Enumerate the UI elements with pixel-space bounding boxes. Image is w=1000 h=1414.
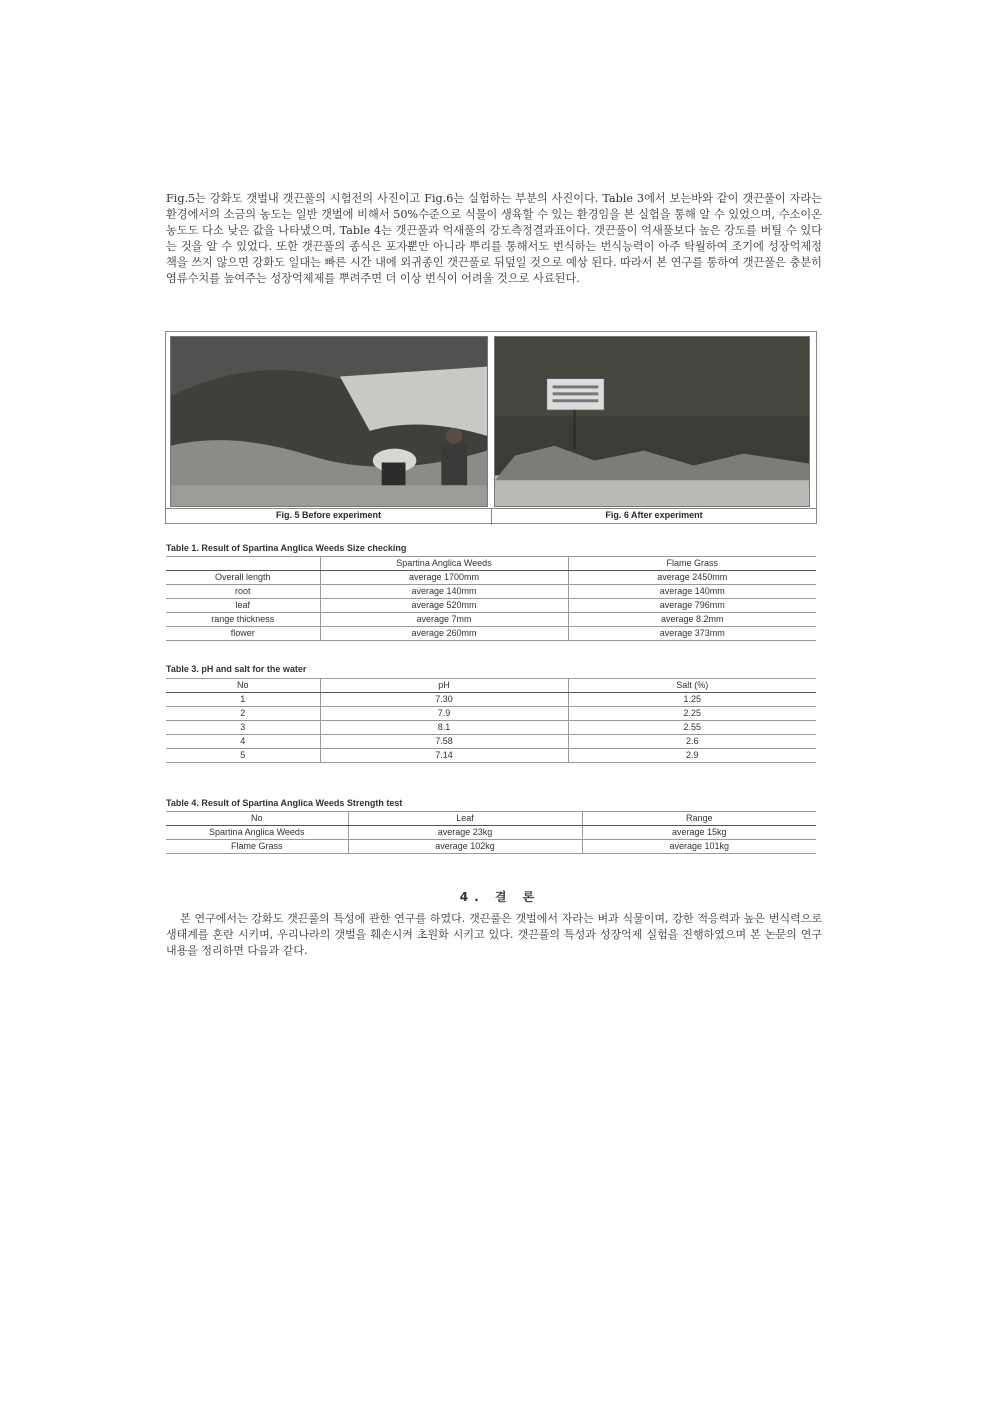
table-row (166, 585, 816, 599)
table-row (166, 735, 816, 749)
table-cell: average 796mm (568, 599, 816, 613)
table4 (166, 811, 816, 854)
table-cell: 7.9 (320, 707, 568, 721)
table-cell: 2.55 (568, 721, 816, 735)
table-cell: 1 (166, 693, 320, 707)
table-header-row (166, 812, 816, 826)
table-header-cell: pH (320, 679, 568, 693)
table-cell: average 1700mm (320, 571, 568, 585)
table4-title: Table 4. Result of Spartina Anglica Weeds Strength test (166, 798, 403, 808)
table-cell: average 7mm (320, 613, 568, 627)
table-cell: average 520mm (320, 599, 568, 613)
table-cell: 7.58 (320, 735, 568, 749)
table-row (166, 571, 816, 585)
table-row (166, 599, 816, 613)
table-cell: average 101kg (582, 840, 816, 854)
table-cell: average 8.2mm (568, 613, 816, 627)
figure-panel (165, 331, 817, 524)
table-cell: 7.14 (320, 749, 568, 763)
table-cell: 2.9 (568, 749, 816, 763)
table-header-cell (166, 557, 320, 571)
table-cell: 7.30 (320, 693, 568, 707)
table-cell: average 15kg (582, 826, 816, 840)
fig5-caption: Fig. 5 Before experiment (275, 510, 382, 520)
table-header-cell: Range (582, 812, 816, 826)
table-cell: 3 (166, 721, 320, 735)
table-cell: leaf (166, 599, 320, 613)
table3-title: Table 3. pH and salt for the water (166, 664, 307, 674)
table-header-cell: Flame Grass (568, 557, 816, 571)
table-row (166, 826, 816, 840)
table-cell: average 102kg (348, 840, 582, 854)
table-header-cell: No (166, 679, 320, 693)
table-cell: 1.25 (568, 693, 816, 707)
intro-paragraph: Fig.5는 강화도 갯벌내 갯끈풀의 시험전의 사진이고 Fig.6는 실험하는 부분의 사진이다. Table 3에서 보는바와 같이 갯끈풀이 자라는 환경에서의 소금의 농도는 일반 갯벌에 비해서 50%수준으로 식물이 생육할 수 있는 환경임을 본 실험을 통해 알 수 있었으며, 수소이온농도도 다소 낮은 값을 나타냈으며, Table 4는 갯끈풀과 억새풀의 강도측정결과표이다. 갯끈풀이 억새풀보다 높은 강도를 버틸 수 있다는 것을 알 수 있었다. 또한 갯끈풀의 종식은 포자뿐만 아니라 뿌리를 통해서도 번식하는 번식능력이 아주 탁월하여 조기에 성장억제정책을 쓰지 않으면 강화도 일대는 빠른 시간 내에 외귀종인 갯끈풀로 뒤덮일 것으로 예상 된다. 따라서 본 연구를 통하여 갯끈풀은 충분히 염류수치를 높여주는 성장억제제를 뿌려주면 더 이상 번식이 어려울 것으로 사료된다. (166, 192, 822, 285)
table-cell: average 2450mm (568, 571, 816, 585)
fig6-caption: Fig. 6 After experiment (605, 510, 703, 520)
section-heading: 4. 결 론 (459, 890, 541, 904)
table-cell: Overall length (166, 571, 320, 585)
table-header-cell: Spartina Anglica Weeds (320, 557, 568, 571)
table-cell: 5 (166, 749, 320, 763)
table-cell: average 373mm (568, 627, 816, 641)
table-cell: 2 (166, 707, 320, 721)
table-cell: range thickness (166, 613, 320, 627)
table-row (166, 840, 816, 854)
figure-caption-row (166, 508, 816, 524)
table-cell: 2.6 (568, 735, 816, 749)
table-header-cell: Salt (%) (568, 679, 816, 693)
table1 (166, 556, 816, 641)
table-cell: average 260mm (320, 627, 568, 641)
table-cell: flower (166, 627, 320, 641)
table-row (166, 693, 816, 707)
table-row (166, 613, 816, 627)
fig6-photo (494, 336, 810, 507)
table1-title: Table 1. Result of Spartina Anglica Weeds Size checking (166, 543, 407, 553)
fig5-photo (170, 336, 488, 507)
table-header-cell: No (166, 812, 348, 826)
table-row (166, 749, 816, 763)
table-cell: average 140mm (568, 585, 816, 599)
table-cell: Flame Grass (166, 840, 348, 854)
table-row (166, 707, 816, 721)
table-cell: 2.25 (568, 707, 816, 721)
table3 (166, 678, 816, 763)
table-cell: Spartina Anglica Weeds (166, 826, 348, 840)
table-header-row (166, 557, 816, 571)
table-cell: average 23kg (348, 826, 582, 840)
table-header-row (166, 679, 816, 693)
table-row (166, 627, 816, 641)
table-cell: 8.1 (320, 721, 568, 735)
table-cell: root (166, 585, 320, 599)
table-cell: average 140mm (320, 585, 568, 599)
table-header-cell: Leaf (348, 812, 582, 826)
table-cell: 4 (166, 735, 320, 749)
table-row (166, 721, 816, 735)
conclusion-paragraph: 본 연구에서는 강화도 갯끈풀의 특성에 관한 연구를 하였다. 갯끈풀은 갯벌에서 자라는 벼과 식물이며, 강한 적응력과 높은 번식력으로 생태계를 혼란 시키며, 우리나라의 갯벌을 훼손시켜 초원화 시키고 있다. 갯끈풀의 특성과 성장억제 실험을 진행하였으며 본 논문의 연구내용을 정리하면 다음과 같다. (166, 912, 822, 957)
